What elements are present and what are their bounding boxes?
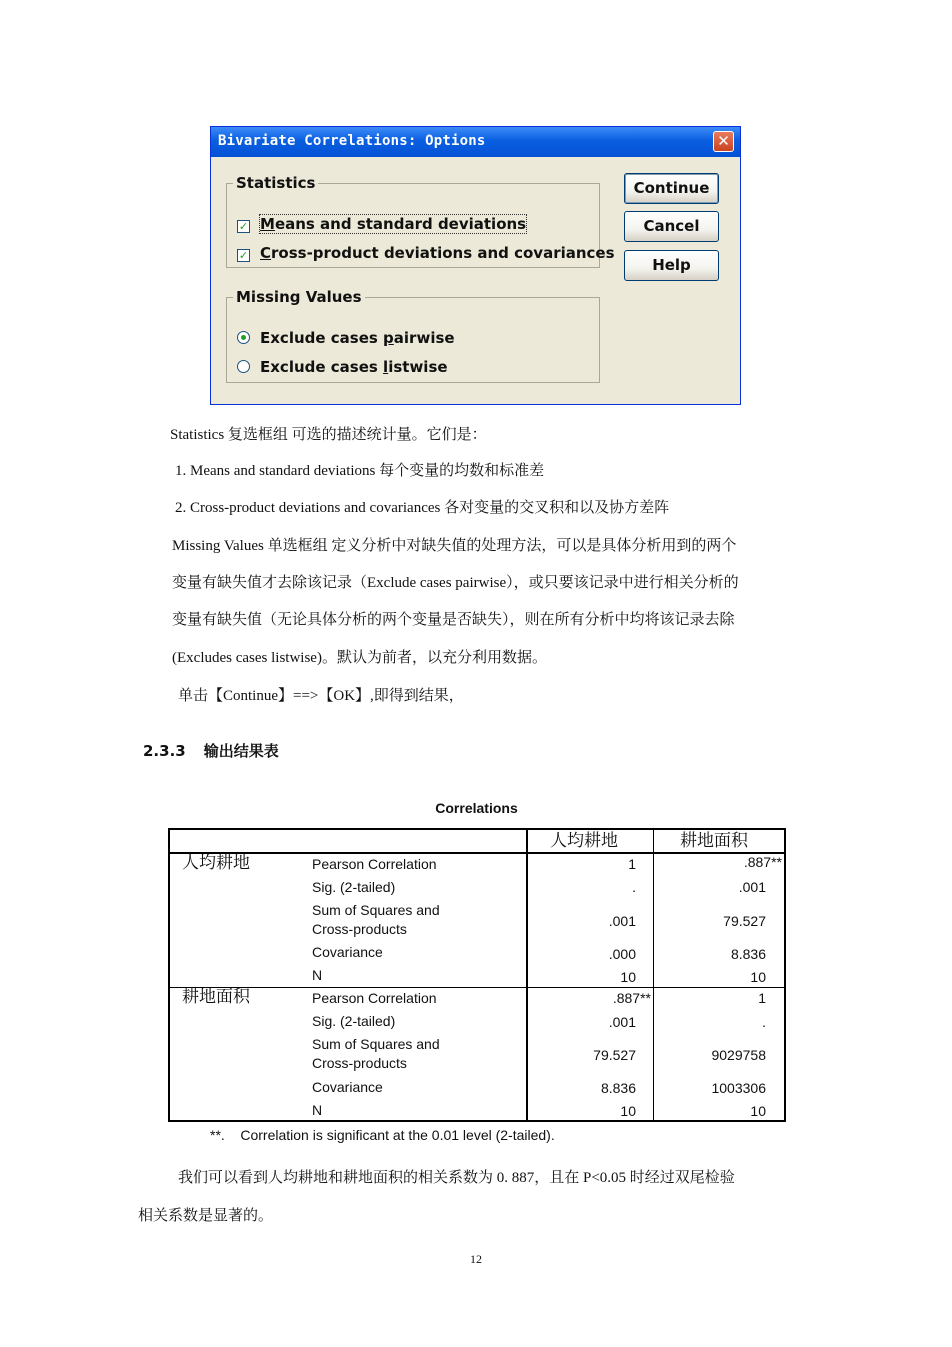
listwise-label: Exclude cases listwise <box>260 358 448 376</box>
table-cell: 10 <box>750 1103 766 1119</box>
dialog-title-bar[interactable] <box>211 127 740 157</box>
table-cell: 9029758 <box>711 1047 766 1063</box>
row-label: Sig. (2-tailed) <box>312 879 396 895</box>
missing-values-legend: Missing Values <box>236 288 362 306</box>
cancel-button[interactable]: Cancel <box>624 211 719 242</box>
table-cell: 79.527 <box>723 913 766 929</box>
table-cell: 1 <box>628 856 636 872</box>
paragraph-missing-1: Missing Values 单选框组 定义分析中对缺失值的处理方法，可以是具体分析用到的两个 <box>172 538 737 554</box>
row-label-cont: Cross-products <box>312 1055 407 1071</box>
table-cell: 1 <box>758 990 766 1006</box>
pairwise-label: Exclude cases pairwise <box>260 329 455 347</box>
list-item-2: 2. Cross-product deviations and covariances 各对变量的交叉积和以及协方差阵 <box>175 500 670 516</box>
listwise-radio[interactable] <box>237 360 250 373</box>
paragraph-missing-2: 变量有缺失值才去除该记录（Exclude cases pairwise），或只要该记录中进行相关分析的 <box>172 575 739 591</box>
row-label: Sum of Squares and <box>312 1036 440 1052</box>
table-cell: 10 <box>620 969 636 985</box>
paragraph-conclusion-2: 相关系数是显著的。 <box>138 1208 274 1224</box>
row-label: Pearson Correlation <box>312 856 437 872</box>
table-cell: .887** <box>743 854 782 870</box>
pairwise-radio-option[interactable] <box>237 329 455 349</box>
means-label: Means and standard deviations <box>260 215 527 233</box>
close-icon[interactable]: ✕ <box>713 131 734 152</box>
table-footnote: **. Correlation is significant at the 0.01 level (2-tailed). <box>210 1127 555 1143</box>
paragraph-missing-4: (Excludes cases listwise)。默认为前者，以充分利用数据。 <box>172 650 547 666</box>
table-cell: 8.836 <box>600 1080 636 1096</box>
options-dialog <box>210 126 741 405</box>
row-label: Covariance <box>312 1079 383 1095</box>
col-header-2: 耕地面积 <box>680 831 748 850</box>
table-cell: 1003306 <box>711 1080 766 1096</box>
crossproduct-checkbox-option[interactable] <box>237 244 615 264</box>
paragraph-missing-3: 变量有缺失值（无论具体分析的两个变量是否缺失），则在所有分析中均将该记录去除 <box>172 612 735 628</box>
dialog-body <box>214 157 737 401</box>
row-label: Sum of Squares and <box>312 902 440 918</box>
row-group-2: 耕地面积 <box>182 987 250 1006</box>
dialog-title: Bivariate Correlations: Options <box>218 133 486 149</box>
continue-button[interactable]: Continue <box>624 173 719 204</box>
pairwise-radio[interactable] <box>237 331 250 344</box>
row-group-1: 人均耕地 <box>182 853 250 872</box>
correlations-table <box>168 828 786 1122</box>
col-header-1: 人均耕地 <box>550 831 618 850</box>
row-label: N <box>312 1102 323 1118</box>
table-cell: .001 <box>608 913 636 929</box>
page-number: 12 <box>470 1252 482 1266</box>
row-label: N <box>312 967 323 983</box>
means-checkbox-option[interactable] <box>237 215 526 235</box>
statistics-legend: Statistics <box>236 174 316 192</box>
row-label: Pearson Correlation <box>312 990 437 1006</box>
section-heading: 2.3.3 输出结果表 <box>143 742 279 760</box>
row-label: Covariance <box>312 944 383 960</box>
missing-values-group <box>226 288 600 383</box>
paragraph-statistics: Statistics 复选框组 可选的描述统计量。它们是： <box>170 427 487 443</box>
means-checkbox[interactable]: ✓ <box>238 220 249 233</box>
table-cell: . <box>762 1014 766 1030</box>
table-cell: .887** <box>612 990 651 1006</box>
table-cell: 8.836 <box>730 946 766 962</box>
table-cell: 10 <box>620 1103 636 1119</box>
list-item-1: 1. Means and standard deviations 每个变量的均数和标准差 <box>175 463 545 479</box>
row-label: Sig. (2-tailed) <box>312 1013 396 1029</box>
table-cell: . <box>632 879 636 895</box>
table-cell: .000 <box>608 946 636 962</box>
listwise-radio-option[interactable] <box>237 358 448 378</box>
table-cell: .001 <box>738 879 766 895</box>
statistics-group <box>226 174 615 268</box>
crossproduct-label: Cross-product deviations and covariances <box>260 244 615 262</box>
table-caption: Correlations <box>435 800 518 816</box>
paragraph-conclusion-1: 我们可以看到人均耕地和耕地面积的相关系数为 0. 887，且在 P<0.05 时经过双尾检验 <box>178 1170 735 1186</box>
table-cell: 10 <box>750 969 766 985</box>
crossproduct-checkbox[interactable]: ✓ <box>238 249 249 262</box>
paragraph-click: 单击【Continue】==>【OK】,即得到结果， <box>178 688 464 704</box>
help-button[interactable]: Help <box>624 250 719 281</box>
table-cell: 79.527 <box>593 1047 636 1063</box>
table-cell: .001 <box>608 1014 636 1030</box>
row-label-cont: Cross-products <box>312 921 407 937</box>
